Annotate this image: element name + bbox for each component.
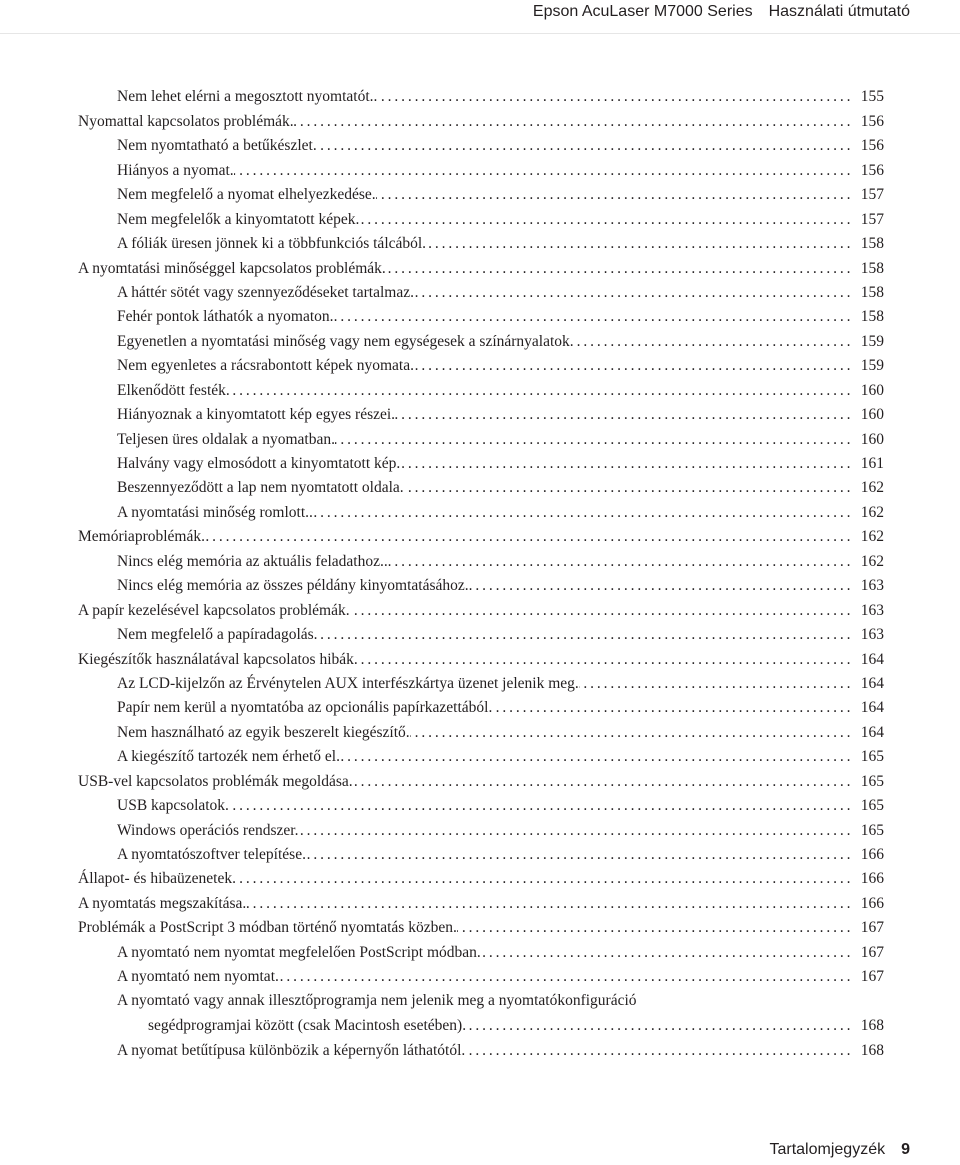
toc-page-number: 156	[860, 161, 884, 179]
dot-leader	[350, 599, 854, 623]
dot-leader	[395, 403, 854, 427]
toc-entry-title: A nyomtató vagy annak illesztőprogramja nem jelenik meg a nyomtatókonfiguráció	[117, 992, 637, 1010]
toc-page-number: 167	[860, 968, 884, 986]
toc-page-number: 163	[860, 577, 884, 595]
toc-page-number: 162	[860, 552, 884, 570]
toc-page-number: 157	[860, 186, 884, 204]
toc-entry[interactable]	[78, 232, 884, 256]
toc-page-number: 164	[860, 723, 884, 741]
toc-entry-title: Nyomattal kapcsolatos problémák.	[78, 112, 294, 130]
dot-leader	[414, 354, 854, 378]
toc-page-number: 160	[860, 381, 884, 399]
toc-entry-title: Nem egyenletes a rácsrabontott képek nyomata.	[117, 357, 414, 375]
toc-page-number: 158	[860, 259, 884, 277]
dot-leader	[376, 183, 854, 207]
toc-page-number: 165	[860, 821, 884, 839]
dot-leader	[388, 550, 854, 574]
toc-page-number: 158	[860, 235, 884, 253]
toc-entry[interactable]	[78, 672, 884, 696]
running-header	[533, 0, 910, 24]
toc-page-number: 156	[860, 137, 884, 155]
toc-entry[interactable]	[78, 207, 884, 231]
toc-entry[interactable]	[78, 525, 884, 549]
dot-leader	[230, 379, 854, 403]
toc-entry-title: Kiegészítők használatával kapcsolatos hibák.	[78, 650, 358, 668]
toc-page-number: 164	[860, 650, 884, 668]
running-footer	[769, 1141, 910, 1159]
toc-entry[interactable]	[78, 867, 884, 891]
dot-leader	[313, 501, 854, 525]
toc-page-number: 161	[860, 455, 884, 472]
toc-entry-title: Az LCD-kijelzőn az Érvénytelen AUX interfészkártya üzenet jelenik meg.	[117, 674, 579, 692]
footer-page-number: 9	[901, 1141, 910, 1158]
toc-entry-title-continuation: segédprogramjai között (csak Macintosh esetében).	[148, 1017, 467, 1035]
dot-leader	[306, 843, 854, 867]
dot-leader	[377, 85, 854, 109]
dot-leader	[414, 281, 854, 305]
dot-leader	[574, 330, 854, 354]
toc-page-number: 159	[860, 332, 884, 350]
toc-page-number: 168	[860, 1017, 884, 1035]
toc-entry[interactable]	[78, 598, 884, 622]
toc-entry[interactable]	[78, 574, 884, 598]
toc-page-number: 156	[860, 112, 884, 130]
dot-leader	[386, 257, 854, 281]
toc-entry-title: Teljesen üres oldalak a nyomatban.	[117, 430, 335, 448]
toc-page-number: 165	[860, 748, 884, 766]
toc-page-number: 165	[860, 797, 884, 815]
toc-entry-title: Nem megfelelő a nyomat elhelyezkedése.	[117, 186, 376, 204]
dot-leader	[335, 428, 854, 452]
toc-entry-title: A nyomtatószoftver telepítése.	[117, 846, 306, 863]
dot-leader	[400, 452, 854, 476]
dot-leader	[404, 476, 854, 500]
toc-entry-title: A nyomtatási minőséggel kapcsolatos problémák.	[78, 259, 386, 277]
toc-page-number: 164	[860, 699, 884, 717]
dot-leader	[466, 1014, 854, 1038]
dot-leader	[229, 794, 854, 818]
dot-leader	[579, 672, 854, 696]
toc-entry-title: Windows operációs rendszer.	[117, 821, 299, 839]
toc-entry-title: A kiegészítő tartozék nem érhető el.	[117, 748, 340, 766]
toc-entry-title: USB-vel kapcsolatos problémák megoldása.	[78, 772, 353, 790]
toc-entry[interactable]	[78, 109, 884, 133]
dot-leader	[481, 941, 854, 965]
dot-leader	[492, 696, 854, 720]
dot-leader	[340, 745, 854, 769]
dot-leader	[457, 916, 854, 940]
toc-entry[interactable]	[78, 989, 884, 1038]
toc-entry[interactable]	[78, 794, 884, 818]
toc-entry[interactable]	[78, 256, 884, 280]
toc-entry-title: Hiányoznak a kinyomtatott kép egyes részei.	[117, 406, 396, 424]
toc-entry[interactable]	[78, 891, 884, 915]
toc-entry-title: Nem lehet elérni a megosztott nyomtatót..	[117, 88, 378, 106]
toc-entry-title: A háttér sötét vagy szennyeződéseket tartalmaz.	[117, 283, 414, 301]
table-of-contents	[78, 85, 884, 1063]
toc-entry-title: Fehér pontok láthatók a nyomaton.	[117, 308, 334, 326]
toc-entry-title: Nincs elég memória az aktuális feladathoz..	[117, 552, 388, 570]
dot-leader	[279, 965, 854, 989]
header-product-name: Epson AcuLaser M7000 Series	[532, 3, 753, 20]
toc-page-number: 160	[860, 406, 884, 424]
dot-leader	[410, 721, 854, 745]
toc-page-number: 167	[860, 943, 884, 961]
dot-leader	[358, 648, 854, 672]
toc-entry-title: Nem megfelelő a papíradagolás.	[117, 626, 318, 644]
toc-entry-title: Problémák a PostScript 3 módban történő nyomtatás közben.	[78, 919, 457, 937]
dot-leader	[465, 1039, 854, 1063]
header-manual-title: Használati útmutató	[768, 3, 910, 20]
toc-entry[interactable]	[78, 427, 884, 451]
dot-leader	[334, 305, 854, 329]
dot-leader	[205, 525, 854, 549]
dot-leader	[426, 232, 854, 256]
toc-entry-title: Egyenetlen a nyomtatási minőség vagy nem egységesek a színárnyalatok.	[117, 332, 574, 350]
toc-entry[interactable]	[78, 916, 884, 940]
dot-leader	[298, 819, 854, 843]
toc-page-number: 157	[860, 210, 884, 228]
dot-leader	[353, 770, 854, 794]
toc-entry[interactable]	[78, 745, 884, 769]
toc-entry[interactable]	[78, 500, 884, 524]
toc-page-number: 162	[860, 528, 884, 546]
toc-page-number: 166	[860, 894, 884, 912]
toc-entry-title: Nem használható az egyik beszerelt kiegészítő.	[117, 723, 410, 741]
toc-entry[interactable]	[78, 549, 884, 573]
dot-leader	[317, 134, 854, 158]
toc-entry[interactable]	[78, 158, 884, 182]
toc-page-number: 155	[860, 88, 884, 106]
toc-page-number: 163	[860, 626, 884, 644]
toc-entry[interactable]	[78, 720, 884, 744]
toc-entry-title: Elkenődött festék.	[117, 381, 230, 399]
toc-entry[interactable]	[78, 305, 884, 329]
toc-entry-title: Halvány vagy elmosódott a kinyomtatott kép.	[117, 455, 401, 472]
dot-leader	[236, 867, 854, 891]
toc-entry[interactable]	[78, 134, 884, 158]
toc-entry[interactable]	[78, 403, 884, 427]
toc-page-number: 165	[860, 772, 884, 790]
dot-leader	[294, 110, 854, 134]
toc-entry-title: A papír kezelésével kapcsolatos problémák.	[78, 601, 350, 619]
toc-entry-title: USB kapcsolatok.	[117, 797, 229, 815]
header-rule	[0, 33, 960, 34]
toc-page-number: 159	[860, 357, 884, 375]
dot-leader	[234, 159, 854, 183]
toc-page-number: 168	[860, 1041, 884, 1059]
toc-entry[interactable]	[78, 769, 884, 793]
toc-entry-title: Beszennyeződött a lap nem nyomtatott oldala.	[117, 479, 404, 497]
toc-entry[interactable]	[78, 452, 884, 476]
dot-leader	[318, 623, 854, 647]
toc-entry-title: Nincs elég memória az összes példány kinyomtatásához.	[117, 577, 469, 595]
toc-entry-title: A nyomtatási minőség romlott..	[117, 503, 313, 521]
toc-entry[interactable]	[78, 85, 884, 109]
footer-section-title: Tartalomjegyzék	[769, 1141, 886, 1158]
dot-leader	[246, 892, 854, 916]
toc-entry[interactable]	[78, 378, 884, 402]
toc-entry[interactable]	[78, 696, 884, 720]
toc-entry-title: Hiányos a nyomat.	[117, 161, 234, 179]
toc-page-number: 162	[860, 479, 884, 497]
toc-page-number: 166	[860, 846, 884, 863]
toc-entry[interactable]	[78, 354, 884, 378]
toc-page-number: 158	[860, 308, 884, 326]
toc-entry[interactable]	[78, 818, 884, 842]
toc-entry[interactable]	[78, 1038, 884, 1062]
toc-entry[interactable]	[78, 940, 884, 964]
toc-page-number: 160	[860, 430, 884, 448]
toc-page-number: 167	[860, 919, 884, 937]
toc-entry-title: A fóliák üresen jönnek ki a többfunkciós tálcából.	[117, 235, 427, 253]
toc-entry[interactable]	[78, 647, 884, 671]
toc-entry-title: Memóriaproblémák.	[78, 528, 205, 546]
toc-page-number: 158	[860, 283, 884, 301]
toc-entry[interactable]	[78, 329, 884, 353]
toc-entry-title: A nyomtató nem nyomtat megfelelően PostScript módban.	[117, 943, 481, 961]
toc-entry-title: Állapot- és hibaüzenetek.	[78, 870, 236, 888]
toc-entry-title: A nyomtató nem nyomtat.	[117, 968, 279, 986]
toc-entry-title: A nyomtatás megszakítása.	[78, 894, 247, 912]
toc-entry-title: A nyomat betűtípusa különbözik a képernyőn láthatótól.	[117, 1041, 466, 1059]
toc-entry-title: Papír nem kerül a nyomtatóba az opcionális papírkazettából.	[117, 699, 493, 717]
toc-entry[interactable]	[78, 183, 884, 207]
dot-leader	[359, 208, 854, 232]
toc-entry-title: Nem megfelelők a kinyomtatott képek.	[117, 210, 360, 228]
toc-page-number: 164	[860, 674, 884, 692]
toc-page-number: 162	[860, 503, 884, 521]
toc-entry[interactable]	[78, 476, 884, 500]
toc-page-number: 166	[860, 870, 884, 888]
dot-leader	[469, 574, 854, 598]
toc-entry[interactable]	[78, 965, 884, 989]
toc-entry[interactable]	[78, 623, 884, 647]
toc-entry-title: Nem nyomtatható a betűkészlet.	[117, 137, 317, 155]
toc-entry[interactable]	[78, 843, 884, 867]
toc-page-number: 163	[860, 601, 884, 619]
toc-entry[interactable]	[78, 281, 884, 305]
